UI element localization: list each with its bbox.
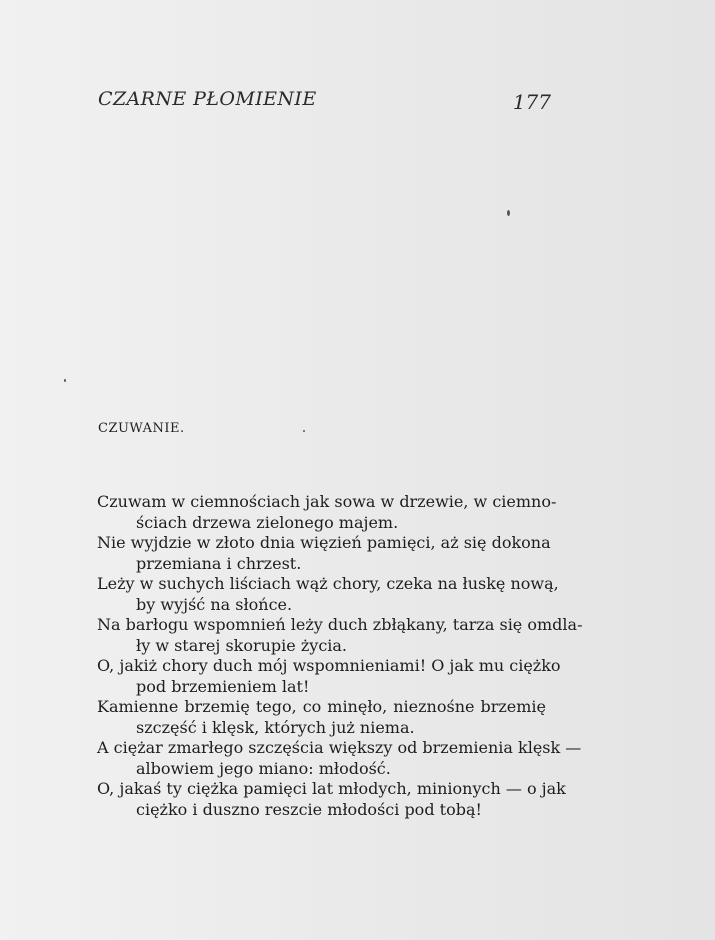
verse-first-line: O, jakaś ty ciężka pamięci lat młodych, minionych — o jak <box>97 779 566 798</box>
verse-first-line: A ciężar zmarłego szczęścia większy od brzemienia klęsk — <box>97 738 582 757</box>
verse <box>97 656 561 697</box>
verse <box>97 574 559 615</box>
verse <box>97 615 583 656</box>
page-number: 177 <box>512 90 551 114</box>
poem-body <box>97 492 583 820</box>
verse <box>97 697 546 738</box>
verse <box>97 492 557 533</box>
verse-continuation-line: pod brzemieniem lat! <box>136 676 310 696</box>
verse-first-line: Nie wyjdzie w złoto dnia więzień pamięci, aż się dokona <box>97 533 551 552</box>
verse-first-line: O, jakiż chory duch mój wspomnieniami! O jak mu ciężko <box>97 656 561 675</box>
paper-speck <box>507 210 510 216</box>
verse <box>97 738 582 779</box>
verse-first-line: Na barłogu wspomnień leży duch zbłąkany, tarza się omdla- <box>97 615 583 634</box>
verse-continuation-line: przemiana i chrzest. <box>136 553 302 573</box>
verse <box>97 533 551 574</box>
paper-speck <box>303 430 305 432</box>
verse-first-line: Kamienne brzemię tego, co minęło, nieznośne brzemię <box>97 697 546 716</box>
paper-speck <box>64 379 66 382</box>
verse-continuation-line: ciężko i duszno reszcie młodości pod tobą! <box>136 799 482 819</box>
verse-continuation-line: ły w starej skorupie życia. <box>136 635 348 655</box>
verse-continuation-line: szczęść i klęsk, których już niema. <box>136 717 415 737</box>
verse-first-line: Leży w suchych liściach wąż chory, czeka na łuskę nową, <box>97 574 559 593</box>
verse <box>97 779 566 820</box>
verse-first-line: Czuwam w ciemnościach jak sowa w drzewie, w ciemno- <box>97 492 557 511</box>
running-title: CZARNE PŁOMIENIE <box>98 88 317 110</box>
verse-continuation-line: ściach drzewa zielonego majem. <box>136 512 399 532</box>
verse-continuation-line: by wyjść na słońce. <box>136 594 293 614</box>
poem-title: CZUWANIE. <box>98 421 185 436</box>
verse-continuation-line: albowiem jego miano: młodość. <box>136 758 391 778</box>
